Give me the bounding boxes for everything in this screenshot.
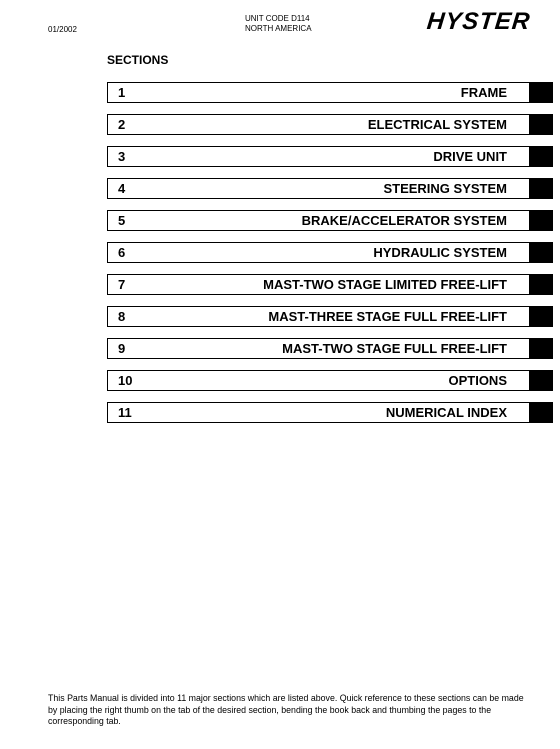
section-row-7[interactable] [107,274,530,295]
section-tab-7[interactable] [530,274,553,295]
section-title: OPTIONS [448,373,507,388]
hyster-logo: HYSTER [425,8,532,35]
section-row-1[interactable] [107,82,530,103]
section-title: FRAME [460,85,507,100]
section-title: STEERING SYSTEM [383,181,507,196]
section-title: MAST-TWO STAGE FULL FREE-LIFT [282,341,507,356]
section-title: MAST-TWO STAGE LIMITED FREE-LIFT [263,277,507,292]
section-number: 7 [118,277,126,292]
unit-code: UNIT CODE D114 [245,14,310,23]
section-row-2[interactable] [107,114,530,135]
section-tab-1[interactable] [530,82,553,103]
section-number: 1 [118,85,126,100]
section-number: 3 [118,149,126,164]
section-title: NUMERICAL INDEX [385,405,507,420]
section-row-8[interactable] [107,306,530,327]
section-tab-5[interactable] [530,210,553,231]
section-tab-4[interactable] [530,178,553,199]
section-title: HYDRAULIC SYSTEM [373,245,507,260]
section-number: 4 [118,181,126,196]
section-tab-8[interactable] [530,306,553,327]
section-tab-3[interactable] [530,146,553,167]
section-row-9[interactable] [107,338,530,359]
section-row-4[interactable] [107,178,530,199]
section-title: MAST-THREE STAGE FULL FREE-LIFT [268,309,507,324]
section-row-11[interactable] [107,402,530,423]
section-row-10[interactable] [107,370,530,391]
section-tab-9[interactable] [530,338,553,359]
region: NORTH AMERICA [245,24,312,33]
section-number: 10 [118,373,133,388]
section-tab-6[interactable] [530,242,553,263]
header-date: 01/2002 [48,25,77,34]
section-number: 5 [118,213,126,228]
section-title: BRAKE/ACCELERATOR SYSTEM [301,213,507,228]
section-tab-10[interactable] [530,370,553,391]
section-row-3[interactable] [107,146,530,167]
section-tab-11[interactable] [530,402,553,423]
section-number: 9 [118,341,126,356]
header-unit-info [245,14,312,34]
sections-heading: SECTIONS [107,53,169,67]
section-number: 2 [118,117,126,132]
section-row-6[interactable] [107,242,530,263]
section-row-5[interactable] [107,210,530,231]
section-number: 11 [118,405,132,420]
section-title: ELECTRICAL SYSTEM [367,117,507,132]
section-number: 6 [118,245,126,260]
section-number: 8 [118,309,126,324]
section-tab-2[interactable] [530,114,553,135]
footer-note: This Parts Manual is divided into 11 major sections which are listed above. Quick reference to these sections can be made by placing the right thumb on the tab of the desired section, bending the book back and thumbing the pages to the corresponding tab. [48,693,524,726]
section-title: DRIVE UNIT [433,149,507,164]
